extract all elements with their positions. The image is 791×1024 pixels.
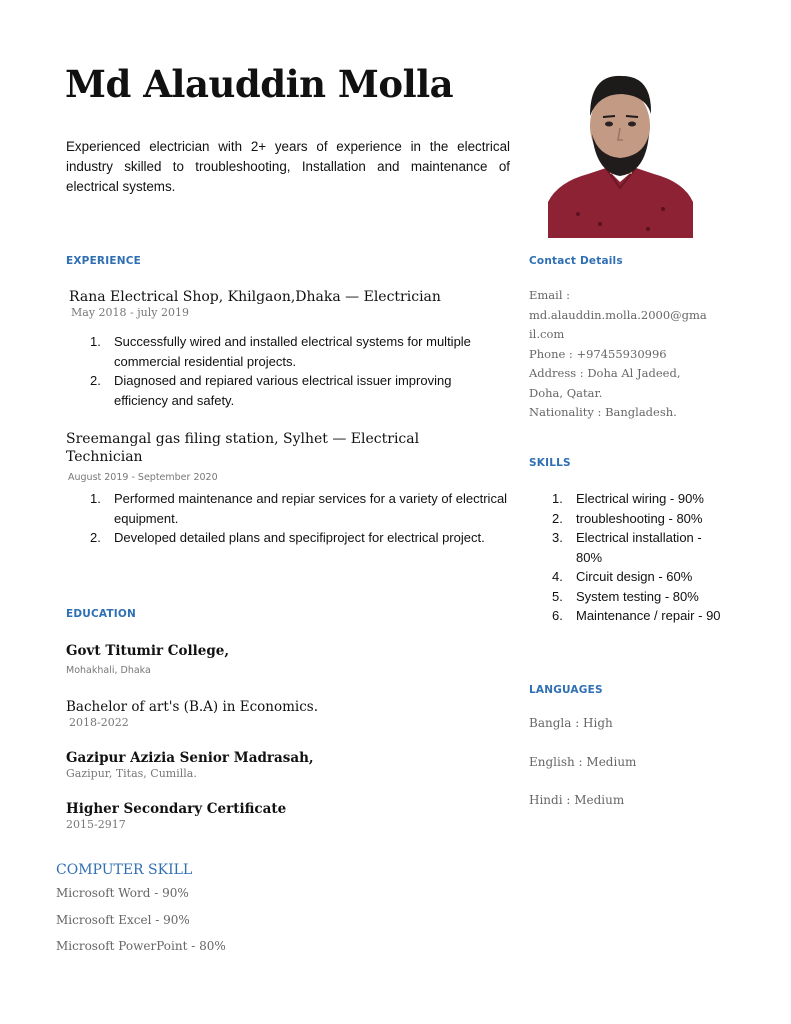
computer-skill-item: Microsoft Excel - 90% — [56, 913, 190, 927]
education-title: Gazipur Azizia Senior Madrasah, — [66, 750, 314, 766]
address-value: Address : Doha Al Jadeed, Doha, Qatar. — [529, 366, 681, 400]
education-title: Govt Titumir College, — [66, 643, 230, 659]
portrait-illustration — [548, 64, 693, 238]
job-dates: May 2018 - july 2019 — [71, 306, 189, 319]
list-item: 1. Successfully wired and installed electrical systems for multiple commercial residential projects. — [90, 334, 471, 369]
profile-photo — [548, 64, 693, 238]
education-title: Higher Secondary Certificate — [66, 801, 287, 817]
education-title: Bachelor of art's (B.A) in Economics. — [66, 699, 319, 715]
language-item: Hindi : Medium — [529, 793, 625, 807]
email-value[interactable]: md.alauddin.molla.2000@gmail.com — [529, 307, 707, 341]
skill-item: 2. troubleshooting - 80% — [552, 510, 703, 526]
job-title: Rana Electrical Shop, Khilgaon,Dhaka — Electrician — [69, 289, 441, 305]
language-item: Bangla : High — [529, 716, 613, 730]
list-item: 2. Diagnosed and repiared various electrical issuer improving efficiency and safety. — [90, 373, 452, 408]
skill-item: 5. System testing - 80% — [552, 588, 699, 604]
education-subtitle: 2018-2022 — [69, 716, 129, 729]
languages-heading: LANGUAGES — [529, 684, 603, 696]
phone-value: Phone : +97455930996 — [529, 346, 667, 361]
contact-heading: Contact Details — [529, 255, 623, 267]
skills-heading: SKILLS — [529, 457, 571, 469]
contact-block — [529, 286, 709, 423]
profile-summary: Experienced electrician with 2+ years of experience in the electrical industry skilled to troubleshooting, Installation and maintenance of electrical systems. — [66, 139, 510, 194]
skill-item: 1. Electrical wiring - 90% — [552, 491, 704, 506]
computer-skill-item: Microsoft Word - 90% — [56, 886, 189, 900]
job-bullets — [68, 332, 508, 410]
nationality-value: Nationality : Bangladesh. — [529, 405, 677, 419]
experience-heading: EXPERIENCE — [66, 255, 141, 267]
job-entry — [66, 430, 446, 466]
education-subtitle: Mohakhali, Dhaka — [66, 665, 151, 676]
education-subtitle: Gazipur, Titas, Cumilla. — [66, 767, 197, 780]
education-subtitle: 2015-2917 — [66, 818, 126, 831]
language-item: English : Medium — [529, 755, 637, 769]
skills-list — [529, 489, 726, 626]
computer-skill-item: Microsoft PowerPoint - 80% — [56, 939, 226, 953]
skill-item: 4. Circuit design - 60% — [552, 569, 693, 584]
education-heading: EDUCATION — [66, 608, 137, 620]
job-title: Sreemangal gas filing station, Sylhet — Electrical Technician — [66, 431, 420, 465]
job-bullets — [68, 489, 508, 548]
list-item: 2. Developed detailed plans and specifiproject for electrical project. — [90, 530, 485, 545]
skill-item: 6. Maintenance / repair - 90 — [552, 608, 721, 623]
candidate-name: Md Alauddin Molla — [65, 62, 454, 106]
email-label: Email : — [529, 288, 571, 302]
job-entry — [69, 288, 509, 319]
list-item: 1. Performed maintenance and repiar services for a variety of electrical equipment. — [90, 491, 508, 526]
job-dates: August 2019 - September 2020 — [68, 472, 218, 483]
skill-item: 3. Electrical installation - 80% — [552, 530, 702, 565]
computer-skill-heading: COMPUTER SKILL — [56, 862, 193, 878]
